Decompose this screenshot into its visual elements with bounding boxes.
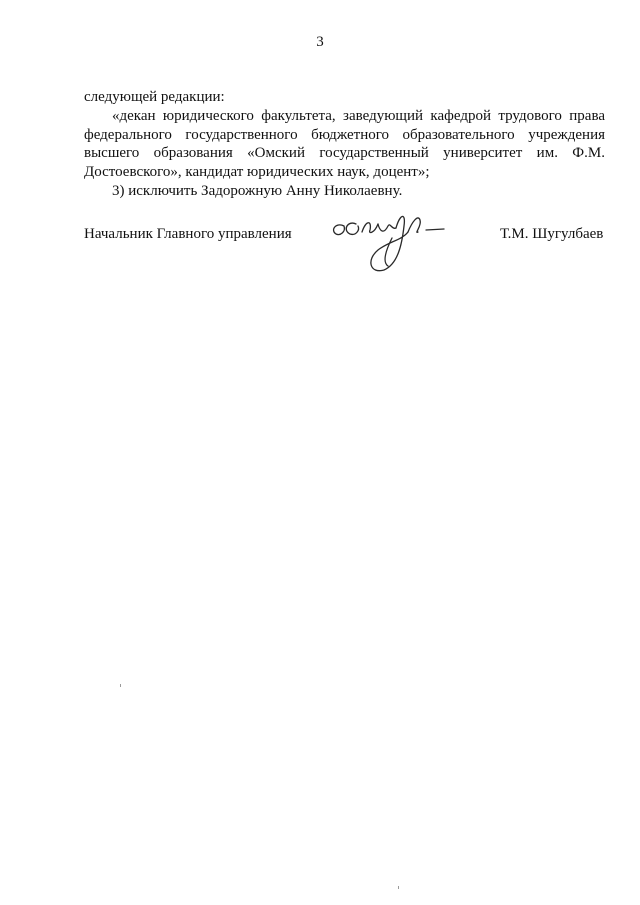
document-body bbox=[84, 88, 605, 201]
page-number: 3 bbox=[316, 34, 324, 50]
signer-position-title: Начальник Главного управления bbox=[84, 226, 292, 242]
scan-artifact-dot bbox=[398, 886, 399, 889]
paragraph-exclusion: 3) исключить Задорожную Анну Николаевну. bbox=[112, 182, 403, 199]
paragraph-edition-intro: следующей редакции: bbox=[84, 89, 225, 105]
paragraph-new-position-text: «декан юридического факультета, заведующий кафедрой трудового права федерального государственного бюджетного образовательного учреждения высшего образования «Омский государственный университет им. Ф.М. Достоевского», кандидат юридических наук, доцент»; bbox=[84, 107, 605, 181]
signer-name: Т.М. Шугулбаев bbox=[500, 226, 604, 242]
scan-artifact-dot bbox=[120, 684, 121, 687]
handwritten-signature bbox=[322, 204, 452, 276]
